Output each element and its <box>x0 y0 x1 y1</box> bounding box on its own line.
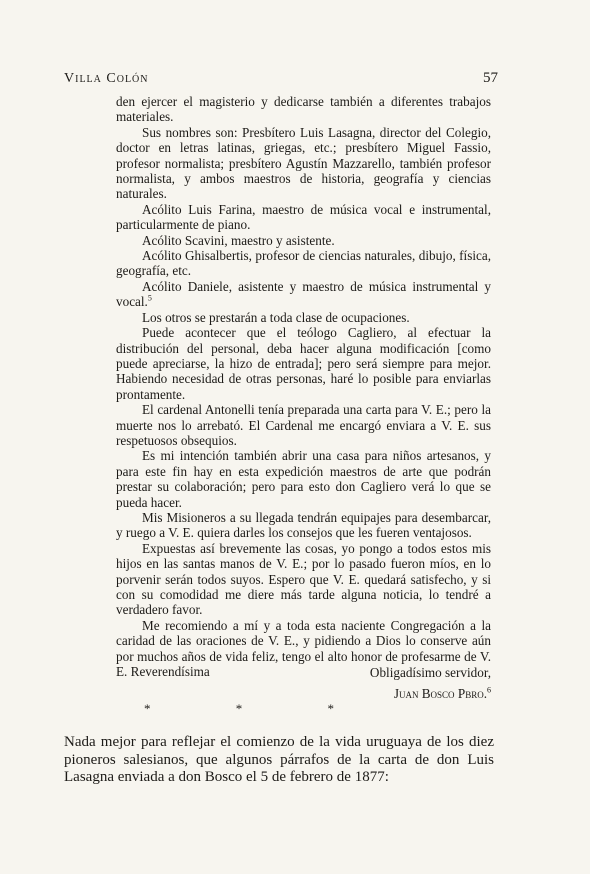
page-header <box>64 70 498 87</box>
letter-paragraph-with-note <box>116 279 491 310</box>
narrative-paragraph: Nada mejor para reflejar el comienzo de la vida uruguaya de los diez pioneros salesianos, que algunos párrafos de la carta de don Luis Lasagna enviada a don Bosco el 5 de febrero de 1877: <box>64 734 494 786</box>
letter-paragraph: Mis Misioneros a su llegada tendrán equipajes para desembarcar, y ruego a V. E. quiera darles los consejos que les fueren ventajosos. <box>116 509 491 541</box>
running-title: Villa Colón <box>64 71 149 86</box>
narrative-text <box>64 734 494 787</box>
letter-paragraph: Acólito Ghisalbertis, profesor de ciencias naturales, dibujo, física, geografía, etc. <box>116 248 491 279</box>
letter-paragraph: El cardenal Antonelli tenía preparada una carta para V. E.; pero la muerte nos lo arrebató. El Cardenal me encargó enviara a V. E. sus respetuosos obsequios. <box>116 402 491 448</box>
letter-paragraph: Es mi intención también abrir una casa para niños artesanos, y para este fin hay en esta expedición maestros de arte que podrán prestar su colaboración; pero para esto don Cagliero verá lo que se pueda hacer. <box>116 448 491 510</box>
footnote-mark: 6 <box>487 685 491 695</box>
separator-star: * <box>235 701 243 716</box>
footnote-mark: 5 <box>147 293 152 303</box>
letter-paragraph: Acólito Scavini, maestro y asistente. <box>142 232 335 248</box>
letter-paragraph: Puede acontecer que el teólogo Cagliero, al efectuar la distribución del personal, deba hacer alguna modificación [como puede apreciarse, la hizo de entrada]; pero será siempre para mejor. Habiendo necesidad de otras personas, haré lo posible para enviarlas prontamente. <box>116 325 491 402</box>
letter-paragraph: Los otros se prestarán a toda clase de ocupaciones. <box>142 309 410 325</box>
salutation: Obligadísimo servidor, <box>369 665 491 680</box>
separator-star: * <box>327 701 334 716</box>
letter-paragraph: Me recomiendo a mí y a toda esta naciente Congregación a la caridad de las oraciones de V. E., y pidiendo a Dios lo conserve aún por muchos años de vida feliz, tengo el alto honor de profesarme de V. E. Reverendísima <box>116 617 491 680</box>
letter-paragraph: Sus nombres son: Presbítero Luis Lasagna, director del Colegio, doctor en letras latinas, griegas, etc.; presbítero Miguel Fassio, profesor normalista; presbítero Agustín Mazzarello, también profesor normalista, y ambos maestros de historia, geografía y ciencias naturales. <box>116 124 491 202</box>
letter-paragraph: Acólito Daniele, asistente y maestro de música instrumental y vocal. <box>116 278 491 310</box>
letter-paragraph: Expuestas así brevemente las cosas, yo pongo a todos estos mis hijos en las santas manos de V. E.; por lo pasado fueron míos, en lo porvenir serán todos suyos. Espero que V. E. quedará satisfecho, y si con su comodidad me diere más tarde alguna noticia, lo tendré a verdadero favor. <box>116 540 491 618</box>
letter-closing <box>116 662 491 704</box>
letter-paragraph: den ejercer el magisterio y dedicarse también a diferentes trabajos materiales. <box>116 94 491 125</box>
letter-paragraph: Acólito Luis Farina, maestro de música vocal e instrumental, particularmente de piano. <box>116 201 491 233</box>
separator-star: * <box>144 701 151 716</box>
section-separator <box>116 701 362 717</box>
letter-body <box>116 94 491 679</box>
signature: Juan Bosco Pbro. <box>393 686 487 701</box>
page-number: 57 <box>483 70 498 86</box>
